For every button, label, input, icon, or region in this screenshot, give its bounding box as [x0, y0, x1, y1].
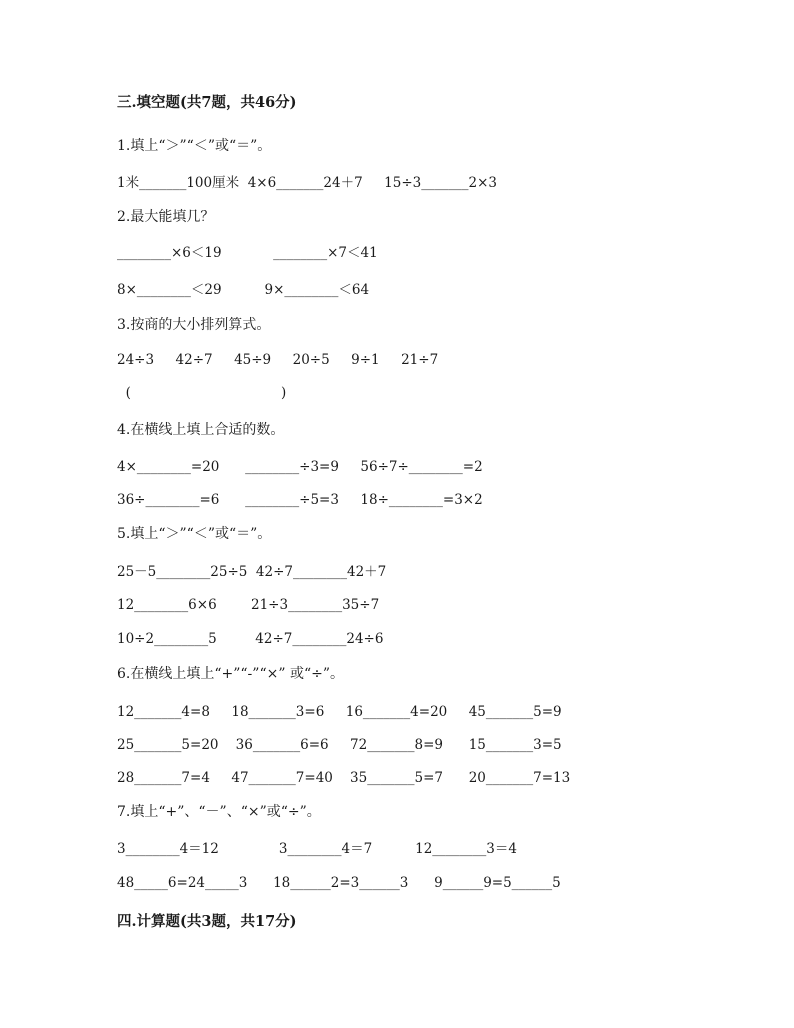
- section-3-title: 三.填空题(共7题，共46分): [117, 94, 297, 111]
- question-2-line-2: 8×________＜29 9×________＜64: [117, 282, 370, 298]
- question-6-prompt: 6.在横线上填上“+”“-”“×” 或“÷”。: [117, 666, 344, 682]
- question-5-line-1: 25－5________25÷5 42÷7________42＋7: [117, 564, 387, 580]
- question-5-line-3: 10÷2________5 42÷7________24÷6: [117, 631, 384, 647]
- question-7-prompt: 7.填上“+”、“－”、“×”或“÷”。: [117, 804, 321, 820]
- question-3-prompt: 3.按商的大小排列算式。: [117, 317, 271, 333]
- question-5-prompt: 5.填上“＞”“＜”或“＝”。: [117, 526, 272, 542]
- question-3-answer-brackets: ( ): [117, 385, 287, 401]
- question-7-line-2: 48_____6=24_____3 18______2=3______3 9______9=5______5: [117, 875, 561, 891]
- question-4-line-1: 4×________=20 ________÷3=9 56÷7÷________=2: [117, 459, 483, 475]
- question-2-prompt: 2.最大能填几？: [117, 209, 215, 225]
- question-3-line-1: 24÷3 42÷7 45÷9 20÷5 9÷1 21÷7: [117, 352, 439, 368]
- question-5-line-2: 12________6×6 21÷3________35÷7: [117, 597, 380, 613]
- question-6-line-2: 25_______5=20 36_______6=6 72_______8=9 15_______3=5: [117, 737, 562, 753]
- question-4-line-2: 36÷________=6 ________÷5=3 18÷________=3×2: [117, 492, 483, 508]
- question-6-line-1: 12_______4=8 18_______3=6 16_______4=20 45_______5=9: [117, 704, 562, 720]
- section-4-title: 四.计算题(共3题，共17分): [117, 913, 297, 930]
- question-1-line-1: 1米_______100厘米 4×6_______24＋7 15÷3_______2×3: [117, 175, 497, 191]
- question-6-line-3: 28_______7=4 47_______7=40 35_______5=7 20_______7=13: [117, 770, 571, 786]
- question-1-prompt: 1.填上“＞”“＜”或“＝”。: [117, 138, 272, 154]
- question-2-line-1: ________×6＜19 ________×7＜41: [117, 245, 378, 261]
- question-4-prompt: 4.在横线上填上合适的数。: [117, 422, 285, 438]
- question-7-line-1: 3________4＝12 3________4＝7 12________3＝4: [117, 841, 517, 857]
